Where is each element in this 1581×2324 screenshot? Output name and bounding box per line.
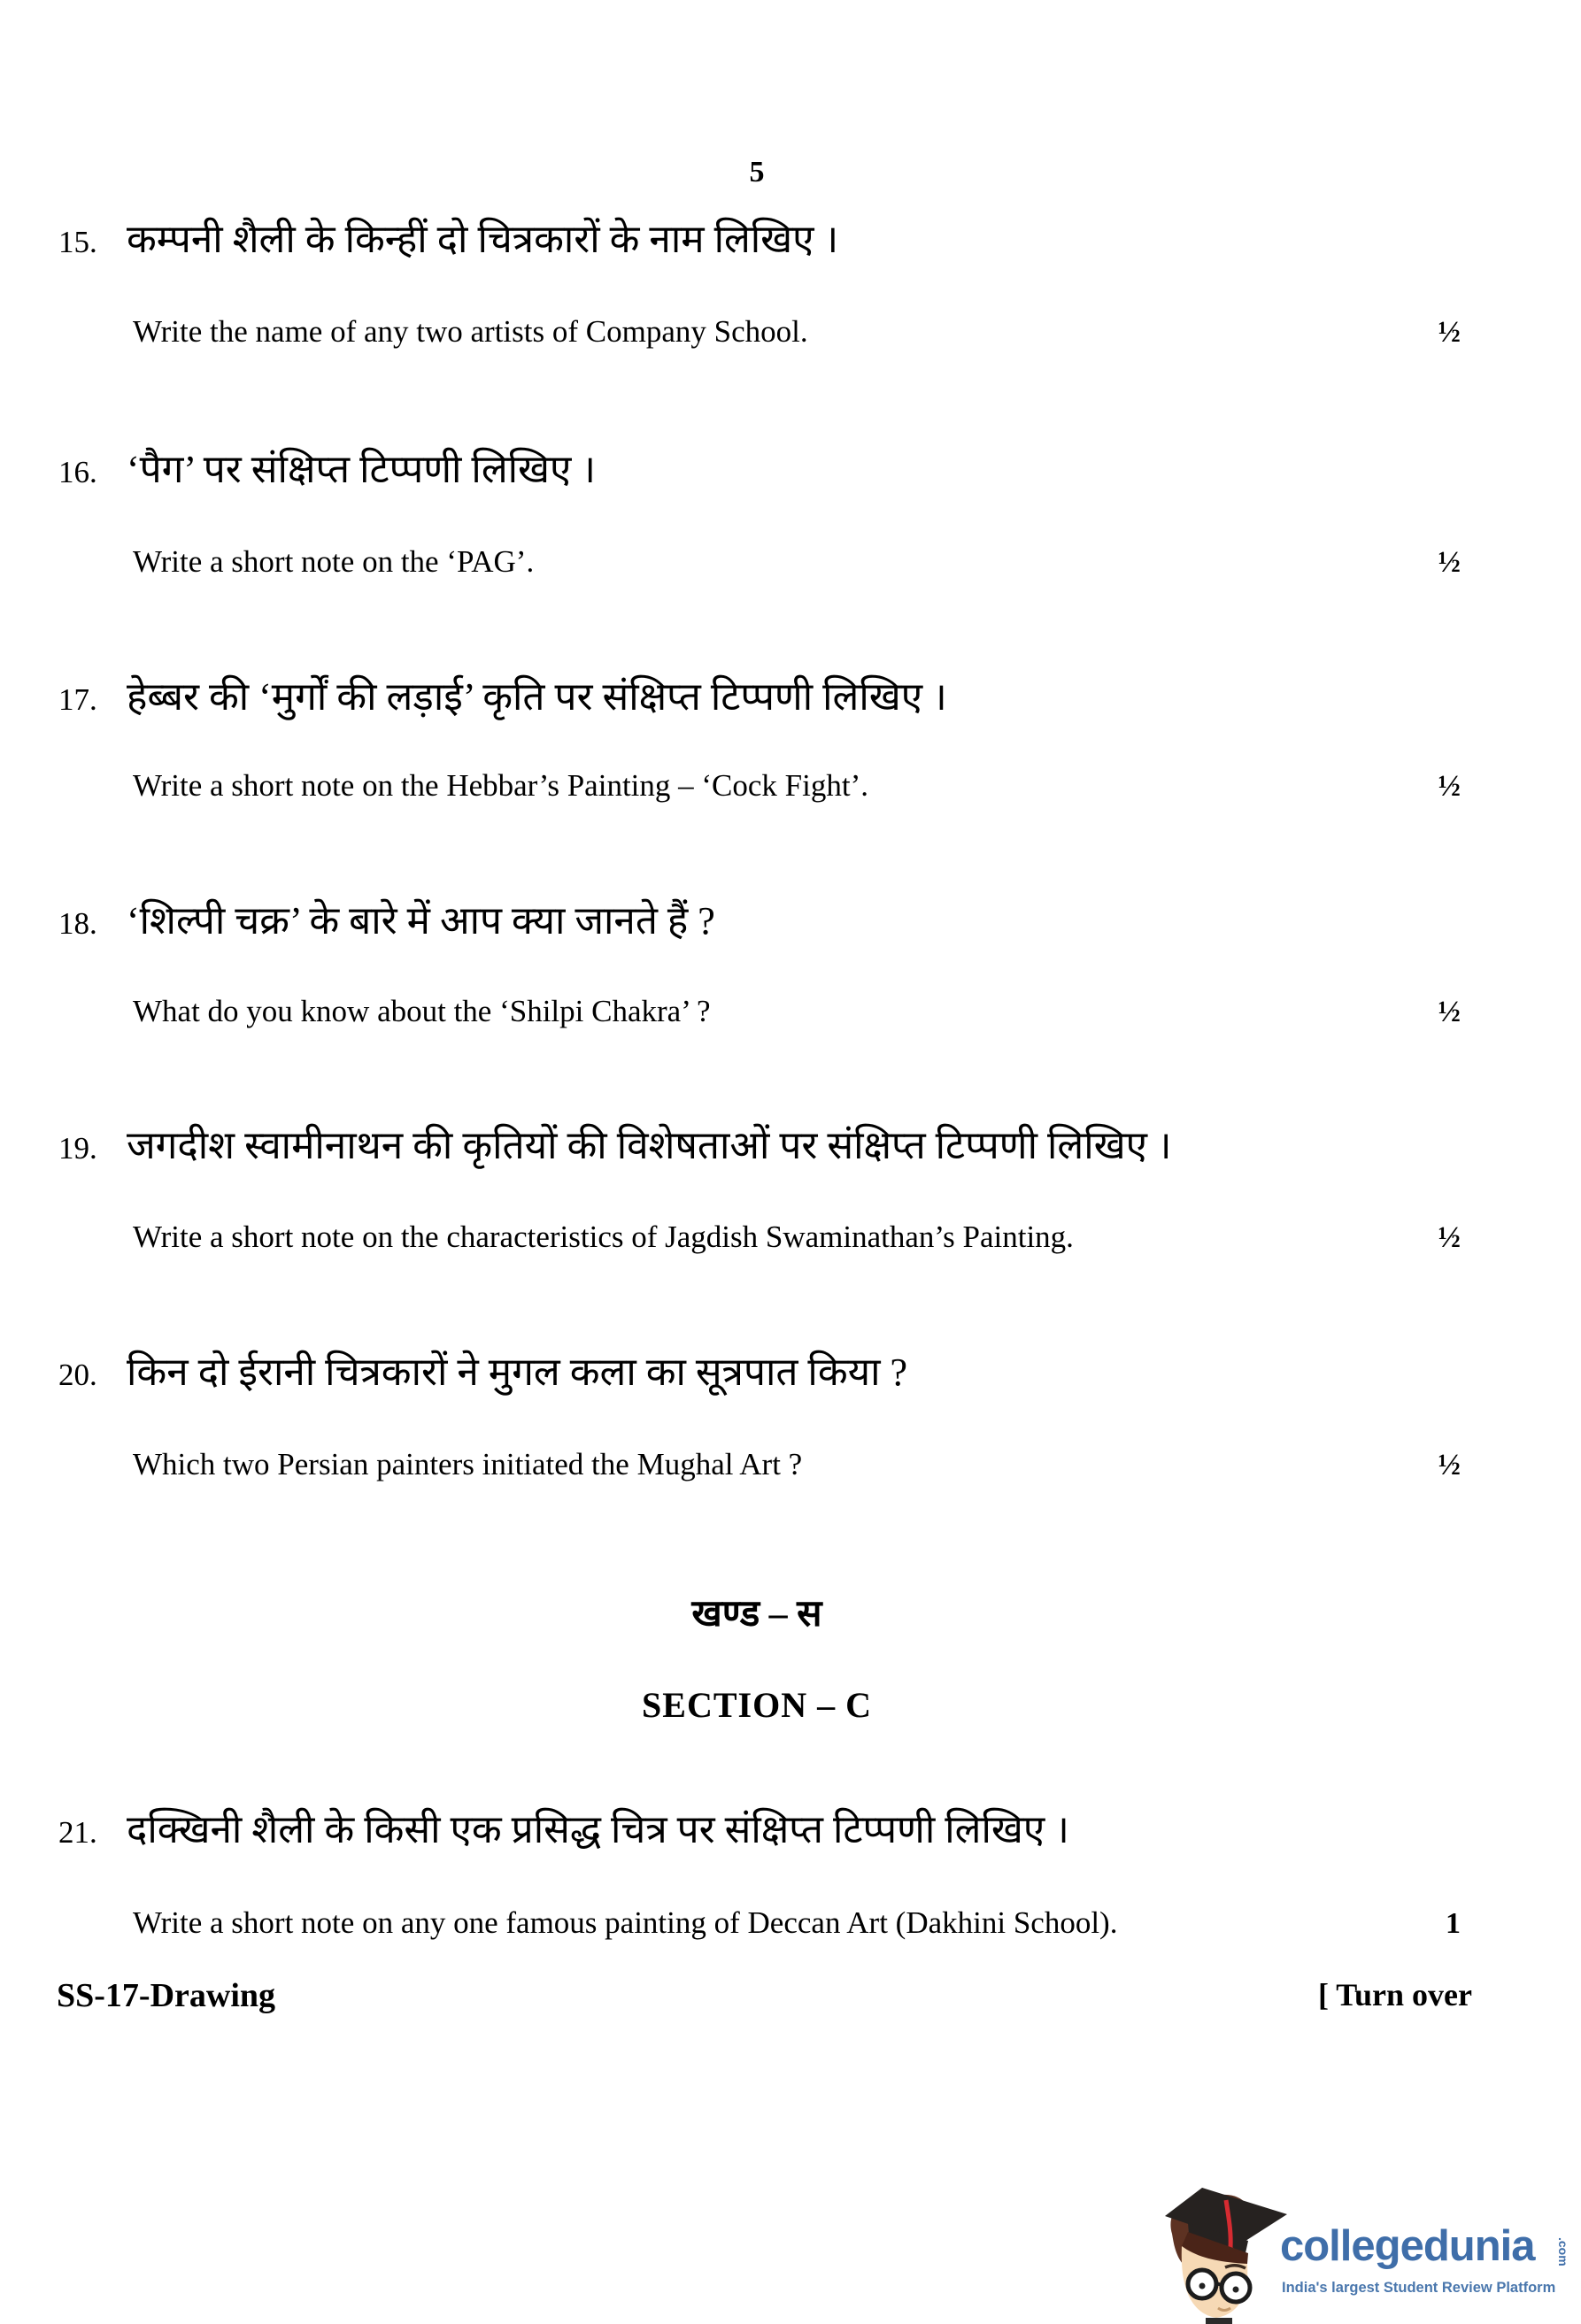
question-20-english-row — [133, 1447, 1461, 1482]
question-text-english: Write a short note on the characteristics of Jagdish Swaminathan’s Painting. — [133, 1220, 1074, 1254]
section-heading-hindi: खण्ड – स — [691, 1594, 822, 1635]
question-text-hindi: किन दो ईरानी चित्रकारों ने मुगल कला का सूत्रपात किया ? — [127, 1351, 908, 1394]
marks-value: ½ — [1438, 546, 1461, 579]
question-text-hindi: कम्पनी शैली के किन्हीं दो चित्रकारों के नाम लिखिए । — [127, 218, 839, 261]
question-number: 20. — [58, 1358, 97, 1392]
question-19-english-row — [133, 1220, 1461, 1255]
question-text-english: Write the name of any two artists of Company School. — [133, 314, 808, 349]
marks-value: ½ — [1438, 770, 1461, 803]
question-number: 16. — [58, 455, 97, 489]
question-text-hindi: जगदीश स्वामीनाथन की कृतियों की विशेषताओं पर संक्षिप्त टिप्पणी लिखिए । — [127, 1124, 1172, 1167]
question-15-english-row — [133, 314, 1461, 350]
question-number: 15. — [58, 225, 97, 259]
question-number: 18. — [58, 906, 97, 941]
question-16-english-row — [133, 544, 1461, 580]
question-text-english: Write a short note on the ‘PAG’. — [133, 544, 535, 579]
question-text-hindi: हेब्बर की ‘मुर्गों की लड़ाई’ कृति पर संक्षिप्त टिप्पणी लिखिए । — [127, 675, 947, 719]
footer-turn-over: [ Turn over — [1317, 1977, 1472, 2012]
question-15-hindi-row — [58, 215, 1581, 264]
marks-value: ½ — [1438, 996, 1461, 1028]
question-18-hindi-row — [58, 897, 1581, 945]
question-number: 17. — [58, 682, 97, 717]
marks-value: ½ — [1438, 316, 1461, 349]
question-21-english-row — [133, 1905, 1461, 1941]
brand-text: collegedunia — [1280, 2222, 1535, 2270]
question-19-hindi-row — [58, 1121, 1581, 1170]
question-16-hindi-row — [58, 445, 1581, 494]
collegedunia-logo — [1156, 2179, 1581, 2324]
question-20-hindi-row — [58, 1348, 1581, 1397]
footer-paper-code: SS-17-Drawing — [57, 1977, 276, 2014]
question-text-english: Write a short note on the Hebbar’s Painting – ‘Cock Fight’. — [133, 768, 868, 803]
question-18-english-row — [133, 994, 1461, 1029]
brand-tagline: India's largest Student Review Platform — [1282, 2280, 1556, 2296]
question-text-hindi: ‘शिल्पी चक्र’ के बारे में आप क्या जानते हैं ? — [127, 899, 715, 943]
brand-tld-text: .com — [1556, 2237, 1570, 2266]
marks-value: 1 — [1446, 1907, 1461, 1940]
question-number: 21. — [58, 1815, 97, 1850]
question-17-english-row — [133, 768, 1461, 804]
question-text-english: Write a short note on any one famous painting of Deccan Art (Dakhini School). — [133, 1905, 1118, 1940]
question-number: 19. — [58, 1131, 97, 1166]
question-text-hindi: ‘पैग’ पर संक्षिप्त टिप्पणी लिखिए । — [127, 448, 597, 491]
graduate-mascot-icon — [1156, 2179, 1289, 2324]
question-17-hindi-row — [58, 673, 1581, 721]
question-text-hindi: दक्खिनी शैली के किसी एक प्रसिद्ध चित्र पर संक्षिप्त टिप्पणी लिखिए । — [127, 1808, 1069, 1851]
marks-value: ½ — [1438, 1221, 1461, 1254]
question-text-english: Which two Persian painters initiated the Mughal Art ? — [133, 1447, 803, 1481]
section-heading-english: SECTION – C — [642, 1685, 872, 1725]
question-text-english: What do you know about the ‘Shilpi Chakra’ ? — [133, 994, 711, 1028]
marks-value: ½ — [1438, 1449, 1461, 1481]
question-21-hindi-row — [58, 1805, 1581, 1854]
page-number: 5 — [749, 156, 765, 189]
